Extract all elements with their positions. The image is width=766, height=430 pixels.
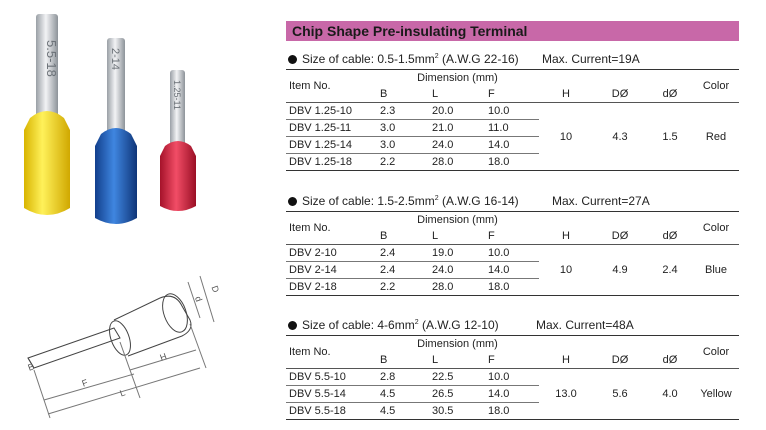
b-cell: 2.2 <box>376 154 428 171</box>
item-cell: DBV 1.25-18 <box>286 154 376 171</box>
f-cell: 10.0 <box>484 369 539 386</box>
product-photo <box>0 0 265 240</box>
header-h: H <box>539 352 593 369</box>
header-h: H <box>539 86 593 103</box>
cable-size-text: Size of cable: 0.5-1.5mm <box>302 52 435 66</box>
drawing-label-d-large: D <box>209 284 222 294</box>
d-outer-cell: 5.6 <box>593 369 647 420</box>
header-b: B <box>376 228 428 245</box>
l-cell: 22.5 <box>428 369 484 386</box>
item-cell: DBV 2-10 <box>286 245 376 262</box>
d-inner-cell: 2.4 <box>647 245 693 296</box>
color-cell: Yellow <box>693 369 739 420</box>
drawing-label-l: L <box>118 387 127 399</box>
header-item-no: Item No. <box>286 336 376 369</box>
bullet-icon <box>288 197 297 206</box>
yellow-terminal <box>24 14 70 215</box>
f-cell: 10.0 <box>484 103 539 120</box>
b-cell: 4.5 <box>376 386 428 403</box>
b-cell: 2.3 <box>376 103 428 120</box>
header-d-inner: dØ <box>647 352 693 369</box>
header-d-outer: DØ <box>593 228 647 245</box>
spec-table <box>286 335 739 420</box>
awg-text: (A.W.G 12-10) <box>418 318 499 332</box>
f-cell: 14.0 <box>484 386 539 403</box>
header-color: Color <box>693 336 739 369</box>
header-f: F <box>484 228 539 245</box>
header-d-outer: DØ <box>593 352 647 369</box>
header-h: H <box>539 228 593 245</box>
header-f: F <box>484 86 539 103</box>
header-l: L <box>428 228 484 245</box>
l-cell: 20.0 <box>428 103 484 120</box>
dimension-drawing <box>10 258 265 428</box>
l-cell: 21.0 <box>428 120 484 137</box>
color-cell: Red <box>693 103 739 171</box>
l-cell: 28.0 <box>428 279 484 296</box>
max-current: Max. Current=19A <box>542 52 640 66</box>
item-cell: DBV 5.5-10 <box>286 369 376 386</box>
item-cell: DBV 2-14 <box>286 262 376 279</box>
f-cell: 14.0 <box>484 137 539 154</box>
header-d-outer: DØ <box>593 86 647 103</box>
header-l: L <box>428 352 484 369</box>
color-cell: Blue <box>693 245 739 296</box>
header-f: F <box>484 352 539 369</box>
header-dimension: Dimension (mm) <box>376 70 539 87</box>
item-cell: DBV 1.25-10 <box>286 103 376 120</box>
h-cell: 10 <box>539 103 593 171</box>
f-cell: 14.0 <box>484 262 539 279</box>
f-cell: 10.0 <box>484 245 539 262</box>
awg-text: (A.W.G 16-14) <box>438 194 519 208</box>
f-cell: 11.0 <box>484 120 539 137</box>
h-cell: 13.0 <box>539 369 593 420</box>
header-d-inner: dØ <box>647 86 693 103</box>
f-cell: 18.0 <box>484 279 539 296</box>
blue-terminal <box>95 38 137 224</box>
cable-size-text: Size of cable: 1.5-2.5mm <box>302 194 435 208</box>
d-outer-cell: 4.3 <box>593 103 647 171</box>
max-current: Max. Current=48A <box>536 318 634 332</box>
page-title: Chip Shape Pre-insulating Terminal <box>292 23 528 39</box>
header-color: Color <box>693 212 739 245</box>
item-cell: DBV 1.25-11 <box>286 120 376 137</box>
svg-text:1.25-11: 1.25-11 <box>172 80 182 110</box>
item-cell: DBV 5.5-14 <box>286 386 376 403</box>
max-current: Max. Current=27A <box>552 194 650 208</box>
red-terminal <box>160 70 196 211</box>
spec-table <box>286 211 739 296</box>
drawing-label-h: H <box>158 351 169 363</box>
l-cell: 24.0 <box>428 262 484 279</box>
header-d-inner: dØ <box>647 228 693 245</box>
awg-text: (A.W.G 22-16) <box>438 52 519 66</box>
header-dimension: Dimension (mm) <box>376 336 539 353</box>
bullet-icon <box>288 321 297 330</box>
table-row <box>286 369 739 386</box>
header-b: B <box>376 352 428 369</box>
b-cell: 4.5 <box>376 403 428 420</box>
bullet-icon <box>288 55 297 64</box>
drawing-label-d-small: d <box>192 294 205 304</box>
cable-size-sup: 2 <box>414 319 419 326</box>
header-color: Color <box>693 70 739 103</box>
b-cell: 2.8 <box>376 369 428 386</box>
b-cell: 2.4 <box>376 262 428 279</box>
l-cell: 28.0 <box>428 154 484 171</box>
d-inner-cell: 4.0 <box>647 369 693 420</box>
cable-size-sup: 2 <box>434 195 439 202</box>
item-cell: DBV 2-18 <box>286 279 376 296</box>
l-cell: 19.0 <box>428 245 484 262</box>
spec-table <box>286 69 739 171</box>
l-cell: 30.5 <box>428 403 484 420</box>
drawing-label-f: F <box>80 377 90 389</box>
d-inner-cell: 1.5 <box>647 103 693 171</box>
header-item-no: Item No. <box>286 212 376 245</box>
header-b: B <box>376 86 428 103</box>
h-cell: 10 <box>539 245 593 296</box>
l-cell: 24.0 <box>428 137 484 154</box>
f-cell: 18.0 <box>484 403 539 420</box>
b-cell: 3.0 <box>376 137 428 154</box>
svg-text:5.5-18: 5.5-18 <box>44 40 59 77</box>
table-row <box>286 245 739 262</box>
l-cell: 26.5 <box>428 386 484 403</box>
f-cell: 18.0 <box>484 154 539 171</box>
header-l: L <box>428 86 484 103</box>
cable-size-sup: 2 <box>434 53 439 60</box>
drawing-label-b: B <box>26 361 36 373</box>
item-cell: DBV 1.25-14 <box>286 137 376 154</box>
cable-size-text: Size of cable: 4-6mm <box>302 318 415 332</box>
b-cell: 2.2 <box>376 279 428 296</box>
b-cell: 2.4 <box>376 245 428 262</box>
header-item-no: Item No. <box>286 70 376 103</box>
item-cell: DBV 5.5-18 <box>286 403 376 420</box>
b-cell: 3.0 <box>376 120 428 137</box>
table-row <box>286 103 739 120</box>
header-dimension: Dimension (mm) <box>376 212 539 229</box>
d-outer-cell: 4.9 <box>593 245 647 296</box>
svg-text:2-14: 2-14 <box>109 48 121 71</box>
